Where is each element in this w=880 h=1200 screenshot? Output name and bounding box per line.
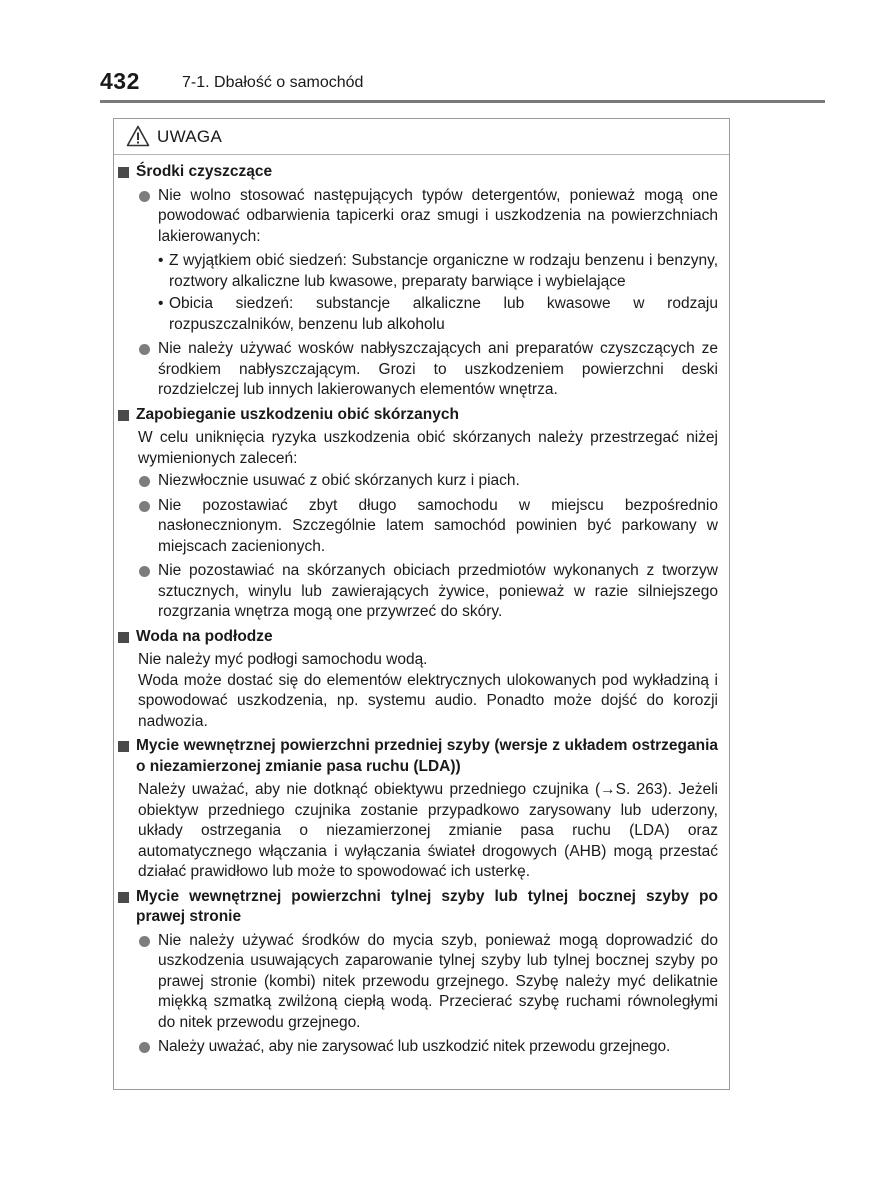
page-header: [100, 68, 825, 98]
circle-bullet-icon: [139, 191, 150, 202]
paragraph: Nie należy myć podłogi samochodu wodą.: [138, 651, 428, 668]
list-item: Należy uważać, aby nie zarysować lub uszkodzić nitek przewodu grzejnego.: [118, 1037, 718, 1058]
circle-bullet-icon: [139, 566, 150, 577]
paragraph: Należy uważać, aby nie dotknąć obiektywu przedniego czujnika (→S. 263). Jeżeli obiektyw przedniego czujnika zostanie przypadkowo zarysowany lub uderzony, układy ostrzegania o niezamierzonej zmianie pasa ruchu (LDA) oraz automatycznego włączania i wyłączania świateł drogowych (AHB) mogą przestać działać prawidłowo lub może to spowodować ich usterkę.: [138, 781, 718, 880]
small-bullet-icon: •: [158, 295, 164, 312]
list-item: Nie pozostawiać na skórzanych obiciach przedmiotów wykonanych z tworzyw sztucznych, winylu lub zawierających żywice, ponieważ w razie silniejszego rozgrzania wnętrza mogą one przywrzeć do skóry.: [118, 561, 718, 623]
circle-bullet-icon: [139, 501, 150, 512]
square-bullet-icon: [118, 632, 129, 643]
header-rule: [100, 100, 825, 103]
warning-content: [118, 162, 718, 1062]
square-bullet-icon: [118, 167, 129, 178]
page-number: 432: [100, 68, 140, 94]
circle-bullet-icon: [139, 476, 150, 487]
section-heading: Zapobieganie uszkodzeniu obić skórzanych: [118, 405, 718, 426]
list-item: Nie należy używać wosków nabłyszczających ani preparatów czyszczących ze środkiem nabłyszczającym. Grozi to uszkodzeniem powierzchni deski rozdzielczej lub innych lakierowanych elementów wnętrza.: [118, 339, 718, 401]
list-item: Nie pozostawiać zbyt długo samochodu w miejscu bezpośrednio nasłonecznionym. Szczególnie latem samochód powinien być parkowany w miejscach zacienionych.: [118, 496, 718, 558]
list-item: Nie wolno stosować następujących typów detergentów, ponieważ mogą one powodować odbarwienia tapicerki oraz smugi i uszkodzenia na powierzchniach lakierowanych: • Z wyjątkiem obić siedzeń: Substancje organiczne w rodzaju benzenu i benzyny, roztwory alkaliczne lub kwasowe, preparaty barwiące i wybielające • Obicia siedzeń: substancje alkaliczne lub kwasowe w rodzaju rozpuszczalników, benzenu lub alkoholu: [118, 186, 718, 336]
square-bullet-icon: [118, 741, 129, 752]
section-cleaning-agents: [118, 162, 718, 401]
circle-bullet-icon: [139, 344, 150, 355]
section-water-on-floor: [118, 627, 718, 733]
sublist-item: • Z wyjątkiem obić siedzeń: Substancje organiczne w rodzaju benzenu i benzyny, roztwory alkaliczne lub kwasowe, preparaty barwiące i wybielające: [158, 252, 718, 290]
section-leather-protection: [118, 405, 718, 623]
sublist-item: • Obicia siedzeń: substancje alkaliczne lub kwasowe w rodzaju rozpuszczalników, benzenu lub alkoholu: [158, 295, 718, 333]
section-heading: Mycie wewnętrznej powierzchni tylnej szyby lub tylnej bocznej szyby po prawej stronie: [118, 887, 718, 928]
section-heading: Woda na podłodze: [118, 627, 718, 648]
circle-bullet-icon: [139, 936, 150, 947]
section-heading: Środki czyszczące: [118, 162, 718, 183]
sublist: [158, 251, 718, 335]
list-item: Niezwłocznie usuwać z obić skórzanych kurz i piach.: [118, 471, 718, 492]
square-bullet-icon: [118, 410, 129, 421]
square-bullet-icon: [118, 892, 129, 903]
paragraph: W celu uniknięcia ryzyka uszkodzenia obić skórzanych należy przestrzegać niżej wymienionych zaleceń:: [138, 429, 718, 467]
section-heading: Mycie wewnętrznej powierzchni przedniej szyby (wersje z układem ostrzegania o niezamierzonej zmianie pasa ruchu (LDA)): [118, 736, 718, 777]
warning-label: UWAGA: [157, 127, 223, 146]
chapter-title: 7-1. Dbałość o samochód: [182, 74, 364, 91]
section-rear-window: [118, 887, 718, 1058]
circle-bullet-icon: [139, 1042, 150, 1053]
small-bullet-icon: •: [158, 252, 164, 269]
list-item: Nie należy używać środków do mycia szyb, ponieważ mogą doprowadzić do uszkodzenia usuwających zaparowanie tylnej szyby lub tylnej bocznej szyby po prawej stronie (kombi) nitek przewodu grzejnego. Szybę należy myć delikatnie miękką szmatką zwilżoną ciepłą wodą. Przecierać szybę ruchami równoległymi do nitek przewodu grzejnego.: [118, 931, 718, 1034]
warning-triangle-icon: [126, 125, 150, 147]
section-front-windshield: [118, 736, 718, 883]
paragraph: Woda może dostać się do elementów elektrycznych ulokowanych pod wykładziną i spowodować uszkodzenia, np. systemu audio. Ponadto może dojść do korozji nadwozia.: [138, 671, 718, 730]
warning-header: [114, 119, 729, 155]
